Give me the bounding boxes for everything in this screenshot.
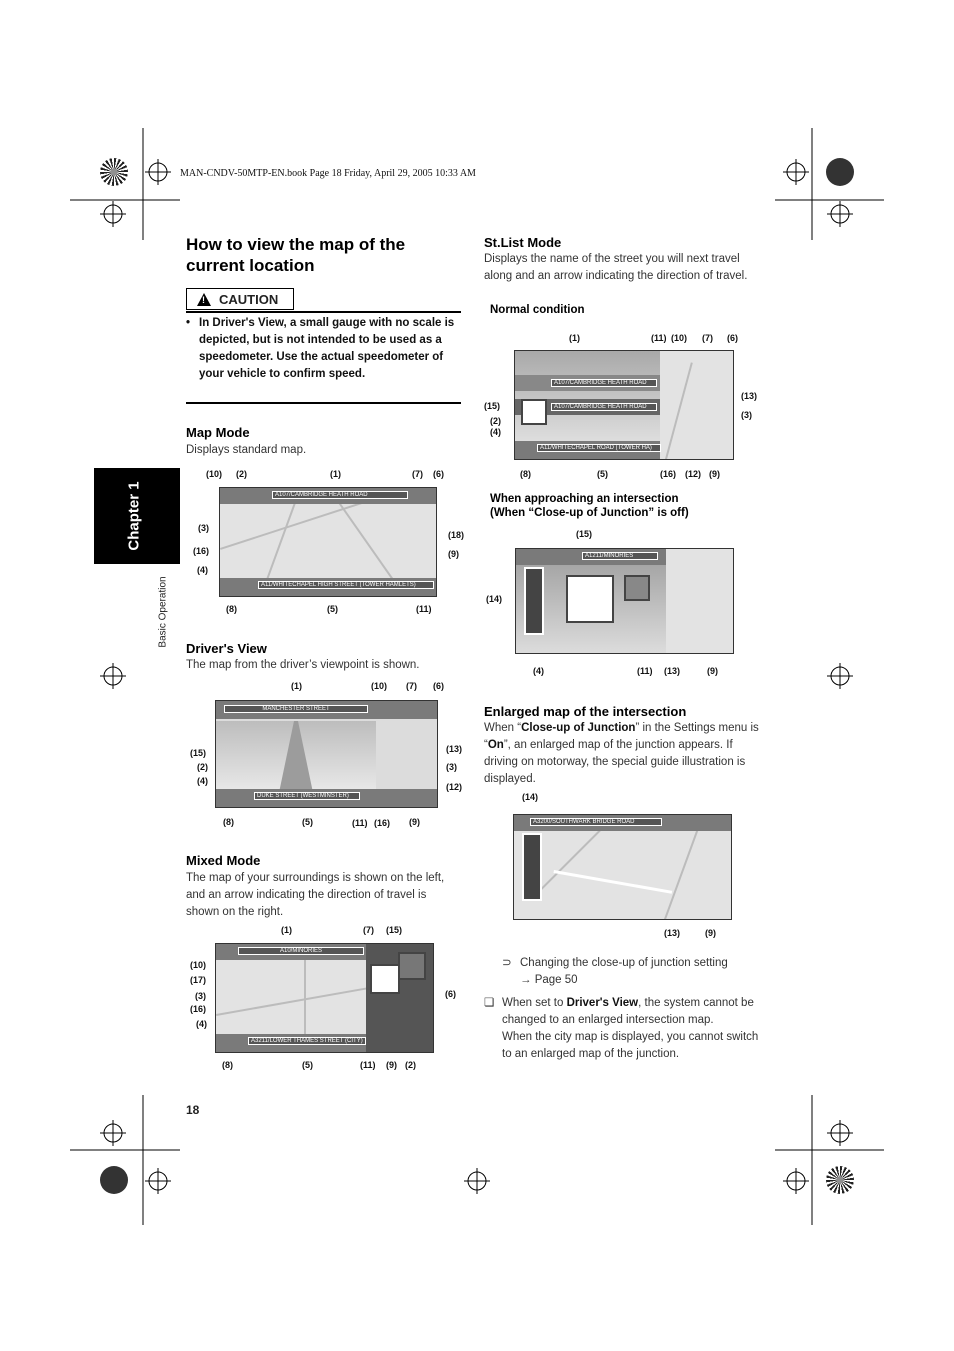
callout-label: (15): [386, 925, 403, 935]
approach-label-2: (When “Close-up of Junction” is off): [490, 507, 689, 519]
callout-label: (4): [197, 565, 208, 575]
callout-label: (15): [576, 529, 593, 539]
bottom-street-name: A11/WHITECHAPEL ROAD (TOWER HA): [537, 444, 661, 452]
normal-condition-label: Normal condition: [490, 304, 585, 316]
warning-icon: [197, 293, 211, 306]
callout-label: (1): [330, 469, 341, 479]
callout-label: (17): [190, 975, 207, 985]
callout-label: (16): [193, 546, 210, 556]
bottom-street-name: A3211/LOWER THAMES STREET (CITY): [248, 1037, 366, 1045]
mixed-mode-heading: Mixed Mode: [186, 853, 261, 868]
callout-label: (11): [651, 333, 667, 343]
callout-label: (3): [446, 762, 457, 772]
callout-label: (9): [448, 549, 459, 559]
callout-label: (10): [671, 333, 688, 343]
callout-label: (3): [741, 410, 752, 420]
approach-screen: [515, 548, 734, 654]
callout-label: (16): [374, 818, 391, 828]
callout-label: (3): [195, 991, 206, 1001]
turn-arrow-icon: [566, 575, 614, 623]
page-number: 18: [186, 1103, 200, 1117]
callout-label: (4): [196, 1019, 207, 1029]
color-wheel-icon: [100, 1166, 128, 1194]
chapter-label: Chapter 1: [125, 481, 143, 551]
callout-label: (8): [226, 604, 237, 614]
callout-label: (12): [685, 469, 702, 479]
stlist-heading: St.List Mode: [484, 235, 562, 250]
callout-label: (1): [291, 681, 302, 691]
map-mode-heading: Map Mode: [186, 425, 250, 440]
street-name: A3200/SOUTHWARK BRIDGE ROAD: [530, 818, 662, 826]
color-wheel-icon: [826, 158, 854, 186]
callout-label: (16): [190, 1004, 207, 1014]
callout-label: (11): [352, 818, 368, 828]
turn-arrow-icon: [521, 399, 547, 425]
callout-label: (14): [522, 792, 539, 802]
callout-label: (7): [702, 333, 713, 343]
bottom-street-name: DUKE STREET (WESTMINSTER): [254, 792, 360, 800]
callout-label: (13): [664, 666, 681, 676]
callout-label: (9): [409, 817, 420, 827]
callout-label: (9): [386, 1060, 397, 1070]
bottom-street-name: A11/WHITECHAPEL HIGH STREET (TOWER HAMLETS): [258, 581, 434, 589]
callout-label: (3): [198, 523, 209, 533]
callout-label: (5): [302, 817, 313, 827]
callout-label: (10): [190, 960, 207, 970]
street-name: A1211/MINORIES: [582, 552, 658, 560]
callout-label: (4): [197, 776, 208, 786]
callout-label: (7): [412, 469, 423, 479]
color-wheel-icon: [826, 1166, 854, 1194]
callout-label: (2): [490, 416, 501, 426]
callout-label: (13): [446, 744, 463, 754]
note-1: ⊃ Changing the close-up of junction setting → Page 50: [502, 957, 728, 986]
callout-label: (7): [363, 925, 374, 935]
page-title: How to view the map of the current location: [186, 235, 406, 275]
street-name: A107/CAMBRIDGE HEATH ROAD: [272, 491, 408, 499]
callout-label: (8): [222, 1060, 233, 1070]
callout-label: (13): [741, 391, 758, 401]
stlist-screen: [514, 350, 734, 460]
enlarged-screen: [513, 814, 732, 920]
callout-label: (2): [405, 1060, 416, 1070]
street-name-2: A107/CAMBRIDGE HEATH ROAD: [551, 403, 657, 411]
mixed-mode-desc: The map of your surroundings is shown on the left, and an arrow indicating the direction of travel is shown on the right.: [186, 872, 445, 918]
callout-label: (5): [302, 1060, 313, 1070]
print-header: MAN-CNDV-50MTP-EN.book Page 18 Friday, April 29, 2005 10:33 AM: [180, 168, 476, 179]
street-name: MANCHESTER STREET: [224, 705, 368, 713]
callout-label: (18): [448, 530, 465, 540]
callout-label: (15): [190, 748, 207, 758]
callout-label: (11): [637, 666, 653, 676]
callout-label: (6): [433, 681, 444, 691]
callout-label: (1): [281, 925, 292, 935]
approach-label-1: When approaching an intersection: [490, 493, 679, 505]
callout-label: (12): [446, 782, 463, 792]
divider: [186, 311, 461, 313]
turn-arrow-icon: [624, 575, 650, 601]
callout-label: (5): [327, 604, 338, 614]
map-mode-screen: [219, 487, 437, 597]
note-box-icon: ❏: [484, 997, 495, 1009]
callout-label: (6): [445, 989, 456, 999]
callout-label: (15): [484, 401, 501, 411]
callout-label: (2): [236, 469, 247, 479]
mixed-mode-screen: [215, 943, 434, 1053]
callout-label: (9): [707, 666, 718, 676]
callout-label: (4): [533, 666, 544, 676]
callout-label: (4): [490, 427, 501, 437]
callout-label: (10): [206, 469, 223, 479]
callout-label: (2): [197, 762, 208, 772]
caution-box: [186, 288, 294, 310]
street-name-1: A107/CAMBRIDGE HEATH ROAD: [551, 379, 657, 387]
callout-label: (6): [727, 333, 738, 343]
enlarged-heading: Enlarged map of the intersection: [484, 704, 687, 719]
callout-label: (7): [406, 681, 417, 691]
callout-label: (8): [520, 469, 531, 479]
color-wheel-icon: [100, 158, 128, 186]
map-mode-desc: Displays standard map.: [186, 444, 307, 456]
callout-label: (11): [416, 604, 432, 614]
callout-label: (14): [486, 594, 503, 604]
drivers-view-screen: [215, 700, 438, 808]
street-name: A10/MINORIES: [238, 947, 364, 955]
callout-label: (6): [433, 469, 444, 479]
callout-label: (1): [569, 333, 580, 343]
callout-label: (13): [664, 928, 681, 938]
drivers-view-heading: Driver's View: [186, 641, 267, 656]
caution-text: • In Driver's View, a small gauge with no scale is depicted, but is not intended to be used as a speedometer. Use the actual speedometer of your vehicle to confirm speed.: [186, 317, 455, 380]
divider: [186, 402, 461, 404]
note-2: ❏ When set to Driver's View, the system cannot be changed to an enlarged intersection map. When the city map is displayed, you cannot switch to an enlarged map of the junction.: [484, 997, 759, 1060]
stlist-desc: Displays the name of the street you will next travel along and an arrow indicating the direction of travel.: [484, 253, 748, 282]
turn-arrow-icon: [398, 952, 426, 980]
callout-label: (10): [371, 681, 388, 691]
drivers-view-desc: The map from the driver’s viewpoint is shown.: [186, 659, 420, 671]
callout-label: (5): [597, 469, 608, 479]
note-arrow-icon: ⊃: [502, 957, 512, 969]
callout-label: (8): [223, 817, 234, 827]
turn-arrow-icon: [370, 964, 400, 994]
enlarged-desc: When “Close-up of Junction” in the Settings menu is “On”, an enlarged map of the junction appears. If driving on motorway, the special guide illustration is displayed.: [484, 722, 759, 785]
caution-label: CAUTION: [219, 291, 279, 307]
section-label: Basic Operation: [157, 576, 169, 648]
callout-label: (11): [360, 1060, 376, 1070]
distance-gauge: [522, 833, 542, 901]
callout-label: (9): [709, 469, 720, 479]
callout-label: (9): [705, 928, 716, 938]
callout-label: (16): [660, 469, 677, 479]
distance-gauge: [524, 567, 544, 635]
